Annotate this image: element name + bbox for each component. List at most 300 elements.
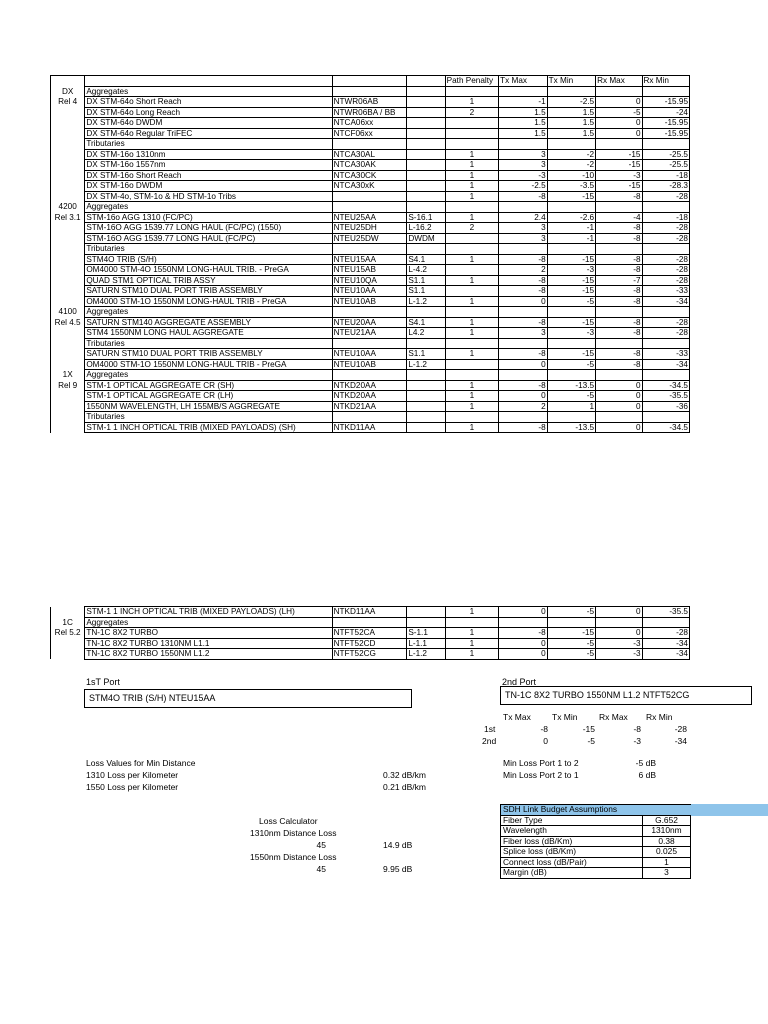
loss-calculator-title: Loss Calculator [259,816,318,826]
description-cell: DX STM-4o, STM-1o & HD STM-1o Tribs [85,191,332,202]
part-number-cell: NTFT52CA [332,628,407,639]
description-cell: Aggregates [85,307,332,318]
rx-max-cell [596,338,642,349]
part-number-cell: NTEU10AA [332,286,407,297]
description-cell: Tributaries [85,412,332,423]
rx-min-cell: -24 [642,107,690,118]
table-row [51,97,690,108]
standard-cell [407,86,445,97]
tx-max-cell: 2 [499,401,547,412]
tx-max-cell: 0 [499,638,547,649]
sdh-value[interactable]: 1310nm [643,826,691,837]
rx-max-cell: 0 [596,380,642,391]
tx-min-cell: -1 [547,223,595,234]
description-cell: DX STM-16o Short Reach [85,170,332,181]
loss-1550-label: 1550 Loss per Kilometer [86,782,179,792]
table-row [51,286,690,297]
part-number-cell: NTKD20AA [332,380,407,391]
summary-value: 0 [543,736,548,746]
summary-value: -5 [587,736,595,746]
tx-max-cell: -8 [499,317,547,328]
part-number-cell: NTEU25AA [332,212,407,223]
part-number-cell: NTEU25DW [332,233,407,244]
rx-max-cell [596,202,642,213]
rx-min-cell: -34 [642,638,690,649]
path-penalty-cell: 1 [445,160,499,171]
tx-max-cell [499,370,547,381]
tx-min-cell [547,244,595,255]
description-cell: Aggregates [85,370,332,381]
standard-cell: S1.1 [407,275,445,286]
rx-min-cell: -34 [642,359,690,370]
table-row [51,359,690,370]
tx-max-cell: 1.5 [499,118,547,129]
table-row [51,607,690,618]
tx-min-cell: -15 [547,628,595,639]
table-row [51,244,690,255]
header-cell: Tx Max [499,76,547,87]
group-label [51,254,85,265]
group-label: Rel 9 [51,380,85,391]
header-cell: Rx Min [642,76,690,87]
description-cell: Tributaries [85,338,332,349]
tx-max-cell: -1 [499,97,547,108]
description-cell: STM-1 OPTICAL AGGREGATE CR (SH) [85,380,332,391]
path-penalty-cell: 1 [445,296,499,307]
tx-min-cell: -15 [547,191,595,202]
tx-max-cell [499,307,547,318]
standard-cell: S-1.1 [407,628,445,639]
rx-min-cell: -25.5 [642,149,690,160]
description-cell: STM-1 1 INCH OPTICAL TRIB (MIXED PAYLOADS) (SH) [85,422,332,433]
rx-max-cell: 0 [596,607,642,618]
description-cell: STM-16O AGG 1539.77 LONG HAUL (FC/PC) [85,233,332,244]
summary-value: -3 [633,736,641,746]
description-cell: SATURN STM140 AGGREGATE ASSEMBLY [85,317,332,328]
sdh-value[interactable]: G.652 [643,815,691,826]
table-row [51,649,690,660]
path-penalty-cell: 1 [445,328,499,339]
description-cell: DX STM-16o 1557nm [85,160,332,171]
standard-cell: S4.1 [407,317,445,328]
standard-cell [407,118,445,129]
tx-max-cell: 1.5 [499,128,547,139]
tx-min-cell: -5 [547,359,595,370]
path-penalty-cell: 1 [445,191,499,202]
part-number-cell [332,244,407,255]
description-cell: OM4000 STM-1O 1550NM LONG-HAUL TRIB - PreGA [85,359,332,370]
summary-row-label: 1st [484,724,496,734]
sdh-row [501,868,691,879]
description-cell: STM4O TRIB (S/H) [85,254,332,265]
standard-cell: S4.1 [407,254,445,265]
path-penalty-cell: 1 [445,422,499,433]
table-row [51,160,690,171]
rx-max-cell: 0 [596,628,642,639]
tx-max-cell: -8 [499,254,547,265]
sdh-assumptions-body [501,805,691,879]
rx-max-cell: -8 [596,265,642,276]
rx-min-cell: -28 [642,275,690,286]
rx-min-cell [642,244,690,255]
sdh-label: Connect loss (dB/Pair) [501,857,643,868]
sdh-title: SDH Link Budget Assumptions [501,805,691,816]
tx-max-cell: -8 [499,191,547,202]
sdh-row [501,857,691,868]
path-penalty-cell [445,412,499,423]
sdh-row [501,836,691,847]
group-label [51,244,85,255]
tx-max-cell: -8 [499,286,547,297]
rx-min-cell [642,202,690,213]
header-cell [51,76,85,87]
table-row [51,212,690,223]
rx-max-cell: 0 [596,128,642,139]
description-cell: DX STM-64o Long Reach [85,107,332,118]
rx-min-cell [642,412,690,423]
standard-cell [407,128,445,139]
part-number-cell: NTCA30xK [332,181,407,192]
tx-min-cell: -13.5 [547,422,595,433]
path-penalty-cell [445,233,499,244]
part-number-cell [332,191,407,202]
rx-min-cell [642,370,690,381]
part-number-cell: NTFT52CD [332,638,407,649]
description-cell: Aggregates [85,202,332,213]
header-cell [85,76,332,87]
path-penalty-cell [445,202,499,213]
table-row [51,118,690,129]
rx-min-cell [642,139,690,150]
table-header-row [51,76,690,87]
part-number-cell [332,86,407,97]
sdh-title-row [501,805,691,816]
table-row [51,86,690,97]
group-label [51,412,85,423]
group-label [51,649,85,660]
description-cell: DX STM-16o DWDM [85,181,332,192]
tx-min-cell [547,202,595,213]
part-number-cell: NTCA30AL [332,149,407,160]
description-cell: SATURN STM10 DUAL PORT TRIB ASSEMBLY [85,349,332,360]
port1-select[interactable]: STM4O TRIB (S/H) NTEU15AA [84,689,412,708]
equipment-table [50,75,690,433]
table-row [51,254,690,265]
group-label: Rel 5.2 [51,628,85,639]
rx-min-cell [642,617,690,628]
tx-max-cell: 0 [499,391,547,402]
tx-max-cell [499,139,547,150]
tx-min-cell: -3.5 [547,181,595,192]
tx-max-cell: 3 [499,223,547,234]
rx-min-cell: -18 [642,212,690,223]
port2-label: 2nd Port [502,677,537,687]
equipment-table-body [51,76,690,433]
tx-min-cell [547,370,595,381]
group-label [51,170,85,181]
summary-row-label: 2nd [482,736,497,746]
path-penalty-cell: 1 [445,391,499,402]
part-number-cell: NTEU10QA [332,275,407,286]
description-cell: DX STM-64o Short Reach [85,97,332,108]
group-label [51,275,85,286]
group-label [51,265,85,276]
table-row [51,296,690,307]
tx-min-cell: -2 [547,149,595,160]
part-number-cell: NTKD11AA [332,422,407,433]
rx-max-cell [596,370,642,381]
tx-max-cell [499,338,547,349]
rx-min-cell: -36 [642,401,690,412]
part-number-cell: NTEU25DH [332,223,407,234]
table-row [51,638,690,649]
group-label [51,233,85,244]
part-number-cell: NTCF06xx [332,128,407,139]
standard-cell: L-1.2 [407,649,445,660]
group-label [51,401,85,412]
rx-max-cell: -8 [596,296,642,307]
table-row [51,275,690,286]
standard-cell [407,391,445,402]
rx-max-cell: -8 [596,286,642,297]
tx-min-cell [547,412,595,423]
standard-cell [407,149,445,160]
rx-max-cell: -5 [596,107,642,118]
table-row [51,139,690,150]
group-label: 1C [51,617,85,628]
rx-max-cell: -3 [596,638,642,649]
description-cell: STM-16O AGG 1539.77 LONG HAUL (FC/PC) (1550) [85,223,332,234]
loss-1550-value: 0.21 dB/km [383,782,426,792]
standard-cell [407,97,445,108]
tx-max-cell: 2.4 [499,212,547,223]
sdh-label: Margin (dB) [501,868,643,879]
summary-value: -28 [674,724,687,734]
tx-min-cell: -15 [547,275,595,286]
tx-min-cell: 1.5 [547,128,595,139]
part-number-cell: NTEU10AB [332,296,407,307]
path-penalty-cell [445,286,499,297]
standard-cell: L-1.1 [407,638,445,649]
tx-max-cell [499,617,547,628]
equipment-table-continued-body [51,607,690,660]
description-cell: DX STM-64o Regular TriFEC [85,128,332,139]
path-penalty-cell: 1 [445,254,499,265]
group-label [51,422,85,433]
description-cell: STM-1 OPTICAL AGGREGATE CR (LH) [85,391,332,402]
header-cell: Rx Max [596,76,642,87]
tx-min-cell: -2 [547,160,595,171]
table-row [51,380,690,391]
table-row [51,233,690,244]
path-penalty-cell [445,338,499,349]
table-row [51,181,690,192]
group-label [51,160,85,171]
path-penalty-cell [445,307,499,318]
part-number-cell [332,370,407,381]
port2-select[interactable]: TN-1C 8X2 TURBO 1550NM L1.2 NTFT52CG [500,686,752,705]
rx-max-cell [596,307,642,318]
description-cell: Aggregates [85,617,332,628]
sdh-value[interactable]: 0.38 [643,836,691,847]
rx-min-cell: -25.5 [642,160,690,171]
rx-min-cell: -28 [642,223,690,234]
part-number-cell: NTCA30CK [332,170,407,181]
rx-max-cell [596,412,642,423]
rx-max-cell [596,244,642,255]
standard-cell: L-1.2 [407,296,445,307]
rx-min-cell: -33 [642,286,690,297]
tx-max-cell [499,412,547,423]
path-penalty-cell: 1 [445,181,499,192]
rx-min-cell: -18 [642,170,690,181]
group-label: 1X [51,370,85,381]
tx-min-cell: -5 [547,649,595,660]
tx-min-cell: -3 [547,328,595,339]
group-label: Rel 4.5 [51,317,85,328]
summary-value: -8 [633,724,641,734]
standard-cell: S-16.1 [407,212,445,223]
standard-cell [407,607,445,618]
rx-max-cell: -15 [596,149,642,160]
tx-max-cell: -8 [499,349,547,360]
loss-values-title: Loss Values for Min Distance [86,758,196,768]
table-row [51,265,690,276]
summary-header-txmax: Tx Max [503,712,531,722]
calc-1310-label: 1310nm Distance Loss [250,828,337,838]
tx-max-cell: 0 [499,359,547,370]
path-penalty-cell [445,86,499,97]
part-number-cell: NTWR06AB [332,97,407,108]
rx-min-cell: -34.5 [642,422,690,433]
path-penalty-cell [445,139,499,150]
description-cell: STM4 1550NM LONG HAUL AGGREGATE [85,328,332,339]
tx-min-cell [547,139,595,150]
table-row [51,149,690,160]
sdh-row [501,826,691,837]
part-number-cell: NTEU10AB [332,359,407,370]
table-row [51,107,690,118]
standard-cell [407,139,445,150]
path-penalty-cell: 1 [445,607,499,618]
path-penalty-cell: 1 [445,401,499,412]
rx-min-cell: -34.5 [642,380,690,391]
path-penalty-cell: 1 [445,149,499,160]
calc-1550-loss: 9.95 dB [383,864,413,874]
sdh-label: Splice loss (dB/Km) [501,847,643,858]
tx-min-cell: -1 [547,233,595,244]
tx-min-cell [547,307,595,318]
group-label: Rel 3.1 [51,212,85,223]
tx-min-cell: 1.5 [547,118,595,129]
standard-cell: L-16.2 [407,223,445,234]
tx-max-cell: 0 [499,649,547,660]
tx-max-cell: 0 [499,607,547,618]
rx-max-cell: -8 [596,317,642,328]
description-cell: DX STM-64o DWDM [85,118,332,129]
standard-cell [407,107,445,118]
tx-min-cell: -2.6 [547,212,595,223]
group-label [51,359,85,370]
path-penalty-cell: 1 [445,275,499,286]
standard-cell: S1.1 [407,349,445,360]
rx-max-cell: -3 [596,170,642,181]
standard-cell [407,202,445,213]
tx-min-cell [547,338,595,349]
standard-cell [407,401,445,412]
loss-1310-label: 1310 Loss per Kilometer [86,770,179,780]
table-row [51,338,690,349]
path-penalty-cell: 1 [445,212,499,223]
loss-1310-value: 0.32 dB/km [383,770,426,780]
min-loss-2-1-label: Min Loss Port 2 to 1 [503,770,579,780]
tx-min-cell: -10 [547,170,595,181]
sdh-value[interactable]: 0.025 [643,847,691,858]
standard-cell: DWDM [407,233,445,244]
rx-min-cell [642,86,690,97]
part-number-cell [332,307,407,318]
standard-cell [407,338,445,349]
tx-min-cell: -15 [547,254,595,265]
group-label [51,286,85,297]
description-cell: TN-1C 8X2 TURBO 1550NM L1.2 [85,649,332,660]
rx-min-cell: -28 [642,191,690,202]
part-number-cell: NTKD20AA [332,391,407,402]
rx-max-cell: 0 [596,391,642,402]
rx-max-cell: 0 [596,118,642,129]
calc-1550-distance-input[interactable]: 45 [316,864,326,874]
standard-cell: L-1.2 [407,359,445,370]
rx-max-cell: -7 [596,275,642,286]
summary-header-rxmin: Rx Min [646,712,673,722]
table-row [51,349,690,360]
rx-max-cell: 0 [596,401,642,412]
rx-max-cell: -3 [596,649,642,660]
sdh-value[interactable]: 3 [643,868,691,879]
sdh-row [501,815,691,826]
tx-min-cell: -15 [547,286,595,297]
description-cell: QUAD STM1 OPTICAL TRIB ASSY [85,275,332,286]
part-number-cell: NTFT52CG [332,649,407,660]
part-number-cell: NTEU21AA [332,328,407,339]
part-number-cell [332,202,407,213]
group-label [51,223,85,234]
path-penalty-cell: 2 [445,107,499,118]
rx-max-cell: -4 [596,212,642,223]
table-row [51,401,690,412]
part-number-cell: NTCA30AK [332,160,407,171]
group-label: DX [51,86,85,97]
rx-min-cell: -28 [642,254,690,265]
group-label [51,328,85,339]
sdh-value[interactable]: 1 [643,857,691,868]
rx-min-cell: -15.95 [642,128,690,139]
table-row [51,223,690,234]
part-number-cell [332,139,407,150]
standard-cell: L-4.2 [407,265,445,276]
rx-min-cell: -28.3 [642,181,690,192]
standard-cell [407,160,445,171]
tx-max-cell: -8 [499,380,547,391]
description-cell: STM-1 1 INCH OPTICAL TRIB (MIXED PAYLOADS) (LH) [85,607,332,618]
group-label: 4100 [51,307,85,318]
group-label: Rel 4 [51,97,85,108]
tx-max-cell: -2.5 [499,181,547,192]
calc-1310-distance-input[interactable]: 45 [316,840,326,850]
group-label [51,118,85,129]
standard-cell [407,617,445,628]
tx-max-cell: 0 [499,296,547,307]
